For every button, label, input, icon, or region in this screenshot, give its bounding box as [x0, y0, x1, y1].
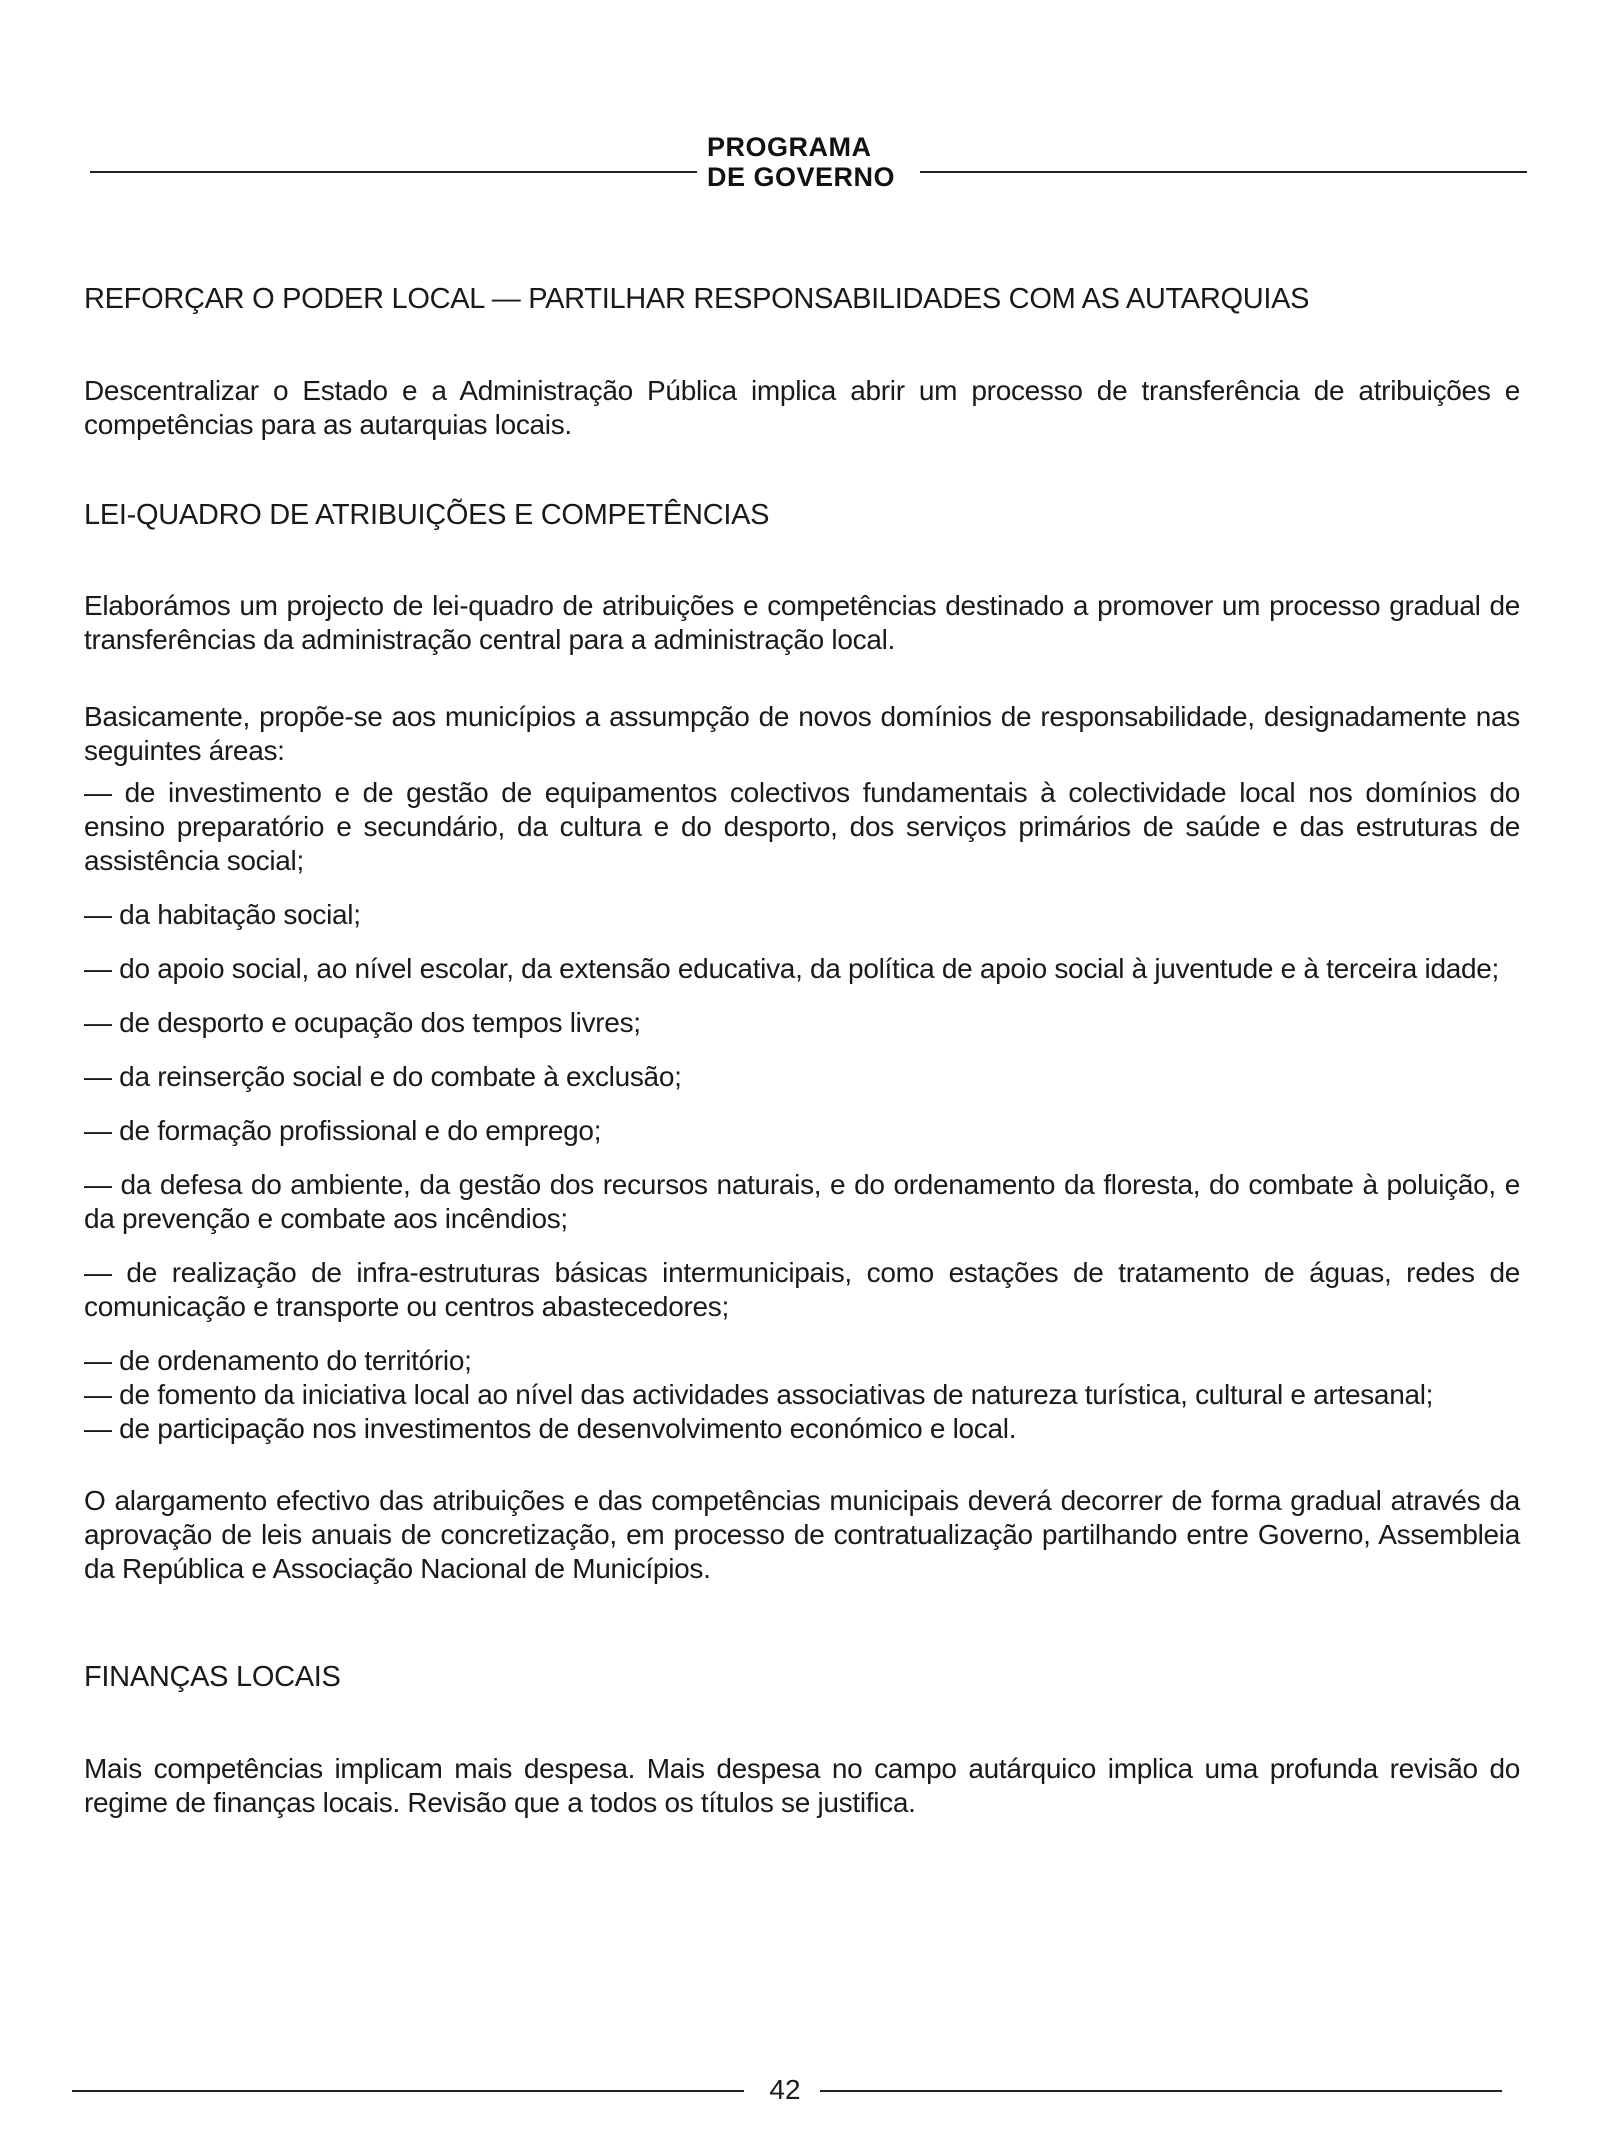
paragraph-alargamento: O alargamento efectivo das atribuições e das competências municipais deverá decorrer de forma gradual através da aprovação de leis anuais de concretização, em processo de contratualização partilhando entre Governo, Assembleia da República e Associação Nacional de Municípios. [84, 1485, 1520, 1584]
section-heading-financas-locais: FINANÇAS LOCAIS [84, 1661, 341, 1693]
areas-list [84, 776, 1520, 1446]
paragraph-descentralizar: Descentralizar o Estado e a Administração Pública implica abrir um processo de transferência de atribuições e competências para as autarquias locais. [84, 375, 1520, 440]
list-item: — da defesa do ambiente, da gestão dos recursos naturais, e do ordenamento da floresta, do combate à poluição, e da prevenção e combate aos incêndios; [84, 1169, 1520, 1234]
header-title [707, 132, 912, 192]
paragraph-basicamente: Basicamente, propõe-se aos municípios a assumpção de novos domínios de responsabilidade, designadamente nas seguintes áreas: [84, 701, 1520, 766]
list-item: — da habitação social; [84, 899, 361, 930]
footer-rule-left [72, 2090, 744, 2092]
list-item: — de participação nos investimentos de desenvolvimento económico e local. [84, 1413, 1017, 1444]
page-header [90, 130, 1527, 200]
section-heading-lei-quadro: LEI-QUADRO DE ATRIBUIÇÕES E COMPETÊNCIAS [84, 499, 770, 531]
list-item: — de formação profissional e do emprego; [84, 1115, 602, 1146]
footer-rule-right [820, 2090, 1502, 2092]
header-rule-right [920, 171, 1527, 173]
list-item: — de fomento da iniciativa local ao nível das actividades associativas de natureza turística, cultural e artesanal; [84, 1379, 1434, 1410]
header-title-line1: PROGRAMA [707, 132, 872, 162]
page-number: 42 [769, 2074, 801, 2105]
paragraph-mais-competencias: Mais competências implicam mais despesa. Mais despesa no campo autárquico implica uma profunda revisão do regime de finanças locais. Revisão que a todos os títulos se justifica. [84, 1753, 1520, 1818]
page-content [84, 282, 1520, 1820]
header-rule-left [90, 171, 697, 173]
list-item: — do apoio social, ao nível escolar, da extensão educativa, da política de apoio social à juventude e à terceira idade; [84, 953, 1500, 984]
list-item: — de ordenamento do território; [84, 1345, 472, 1376]
section-heading-poder-local: REFORÇAR O PODER LOCAL — PARTILHAR RESPONSABILIDADES COM AS AUTARQUIAS [84, 283, 1310, 315]
list-item: — de investimento e de gestão de equipamentos colectivos fundamentais à colectividade local nos domínios do ensino preparatório e secundário, da cultura e do desporto, dos serviços primários de saúde e das estruturas de assistência social; [84, 777, 1520, 876]
header-title-line2: DE GOVERNO [707, 162, 896, 192]
paragraph-elaboramos: Elaborámos um projecto de lei-quadro de atribuições e competências destinado a promover um processo gradual de transferências da administração central para a administração local. [84, 590, 1520, 655]
list-item: — da reinserção social e do combate à exclusão; [84, 1061, 682, 1092]
list-item: — de desporto e ocupação dos tempos livres; [84, 1007, 641, 1038]
list-item: — de realização de infra-estruturas básicas intermunicipais, como estações de tratamento de águas, redes de comunicação e transporte ou centros abastecedores; [84, 1257, 1520, 1322]
page-footer [72, 2072, 1502, 2112]
